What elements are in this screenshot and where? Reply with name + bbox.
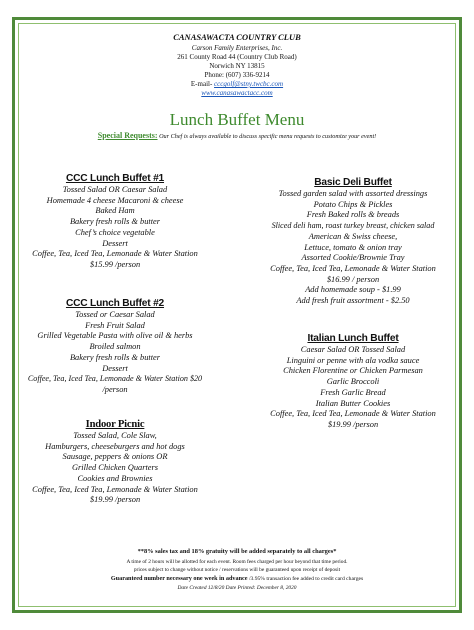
price: $19.99 /person <box>327 419 379 429</box>
buffet-basic-deli <box>242 176 464 307</box>
website-line <box>0 89 474 98</box>
email-link[interactable]: cccgolf@stny.twcbc.com <box>214 80 284 88</box>
guarantee-notice <box>0 575 474 583</box>
menu-item: Chef’s choice vegetable <box>75 227 155 237</box>
add-on: Add fresh fruit assortment - $2.50 <box>296 296 410 306</box>
menu-item: Linguini or penne with ala vodka sauce <box>286 355 420 365</box>
menu-item: Fresh Garlic Bread <box>320 387 386 397</box>
menu-item: American & Swiss cheese, <box>308 231 398 241</box>
special-requests <box>0 131 474 141</box>
menu-item: Coffee, Tea, Iced Tea, Lemonade & Water Station <box>270 409 436 419</box>
guarantee-text: Guaranteed number necessary one week in advance <box>110 575 248 582</box>
buffet-title: Italian Lunch Buffet <box>307 333 399 344</box>
menu-item: Caesar Salad OR Tossed Salad <box>300 345 406 354</box>
add-on: Add homemade soup - $1.99 <box>305 285 401 295</box>
menu-item: Tossed or Caesar Salad <box>75 310 155 319</box>
menu-item: Potato Chips & Pickles <box>313 199 393 209</box>
menu-item: Assorted Cookie/Brownie Tray <box>301 253 405 263</box>
menu-item: Bakery fresh rolls & butter <box>69 352 161 362</box>
menu-item: Garlic Broccoli <box>326 377 380 387</box>
menu-item: Grilled Chicken Quarters <box>71 463 159 473</box>
menu-item: Fresh Baked rolls & breads <box>306 210 400 220</box>
menu-item: Cookies and Brownies <box>77 473 153 483</box>
menu-item: Hamburgers, cheeseburgers and hot dogs <box>45 441 185 451</box>
time-notice: A time of 2 hours will be allotted for each event. Room fees charged per hour beyond that time period. <box>126 559 348 565</box>
menu-item: Grilled Vegetable Pasta with olive oil & herbs <box>37 331 193 341</box>
buffet-indoor-picnic <box>10 418 220 506</box>
menu-item: Coffee, Tea, Iced Tea, Lemonade & Water Station <box>32 249 198 259</box>
buffet-italian <box>242 332 464 431</box>
website-link[interactable]: www.canasawactacc.com <box>201 89 273 97</box>
menu-item: Fresh Fruit Salad <box>85 320 145 330</box>
email-label: E-mail- <box>190 80 215 88</box>
menu-item: Italian Butter Cookies <box>315 398 391 408</box>
club-name: CANASAWACTA COUNTRY CLUB <box>173 32 301 42</box>
menu-item: Baked Ham <box>95 206 135 216</box>
special-requests-label: Special Requests: <box>97 131 158 140</box>
email-line <box>0 80 474 89</box>
price: $15.99 /person <box>89 259 141 269</box>
price-notice: prices subject to change without notice / reservations will be guaranteed upon receipt of deposit <box>133 567 341 573</box>
menu-item: Tossed garden salad with assorted dressings <box>278 189 428 198</box>
buffet-ccc2 <box>10 297 220 396</box>
price: $16.99 / person <box>326 274 380 284</box>
menu-item: Homemade 4 cheese Macaroni & cheese <box>46 195 184 205</box>
buffet-title: CCC Lunch Buffet #2 <box>65 298 165 309</box>
cc-fee-text: /3.95% transaction fee added to credit card charges <box>247 576 364 582</box>
menu-item: Dessert <box>102 238 128 248</box>
menu-item: Lettuce, tomato & onion tray <box>304 242 402 252</box>
menu-item: Tossed Salad, Cole Slaw, <box>73 431 157 440</box>
buffet-title: CCC Lunch Buffet #1 <box>65 173 165 184</box>
menu-item: Sliced deli ham, roast turkey breast, chicken salad <box>271 221 435 231</box>
company-name: Carson Family Enterprises, Inc. <box>191 44 283 52</box>
menu-item: Chicken Florentine or Chicken Parmesan <box>283 366 423 376</box>
menu-item: Tossed Salad OR Caesar Salad <box>62 185 168 194</box>
menu-item: Sausage, peppers & onions OR <box>62 452 168 462</box>
menu-item: Coffee, Tea, Iced Tea, Lemonade & Water Station <box>270 263 436 273</box>
menu-item: Coffee, Tea, Iced Tea, Lemonade & Water Station $20 <box>27 374 203 384</box>
buffet-title: Indoor Picnic <box>85 419 145 430</box>
menu-item: Coffee, Tea, Iced Tea, Lemonade & Water Station <box>32 484 198 494</box>
buffet-ccc1 <box>10 172 220 271</box>
menu-item: Dessert <box>102 363 128 373</box>
menu-item: Bakery fresh rolls & butter <box>69 217 161 227</box>
buffet-title: Basic Deli Buffet <box>314 177 392 188</box>
price: $19.99 /person <box>89 495 141 505</box>
address-line-1: 261 County Road 44 (Country Club Road) <box>177 53 297 61</box>
address-line-2: Norwich NY 13815 <box>209 62 265 70</box>
phone: Phone: (607) 336-9214 <box>204 71 270 79</box>
price: /person <box>102 384 128 394</box>
tax-notice: **8% sales tax and 18% gratuity will be added separately to all charges* <box>137 548 337 555</box>
special-requests-text: Our Chef is always available to discuss specific menu requests to customize your event! <box>157 133 377 140</box>
menu-item: Broiled salmon <box>89 342 141 352</box>
date-line: Date Created 12/8/20 Date Printed: December 8, 2020 <box>177 585 297 591</box>
menu-title: Lunch Buffet Menu <box>169 110 305 129</box>
